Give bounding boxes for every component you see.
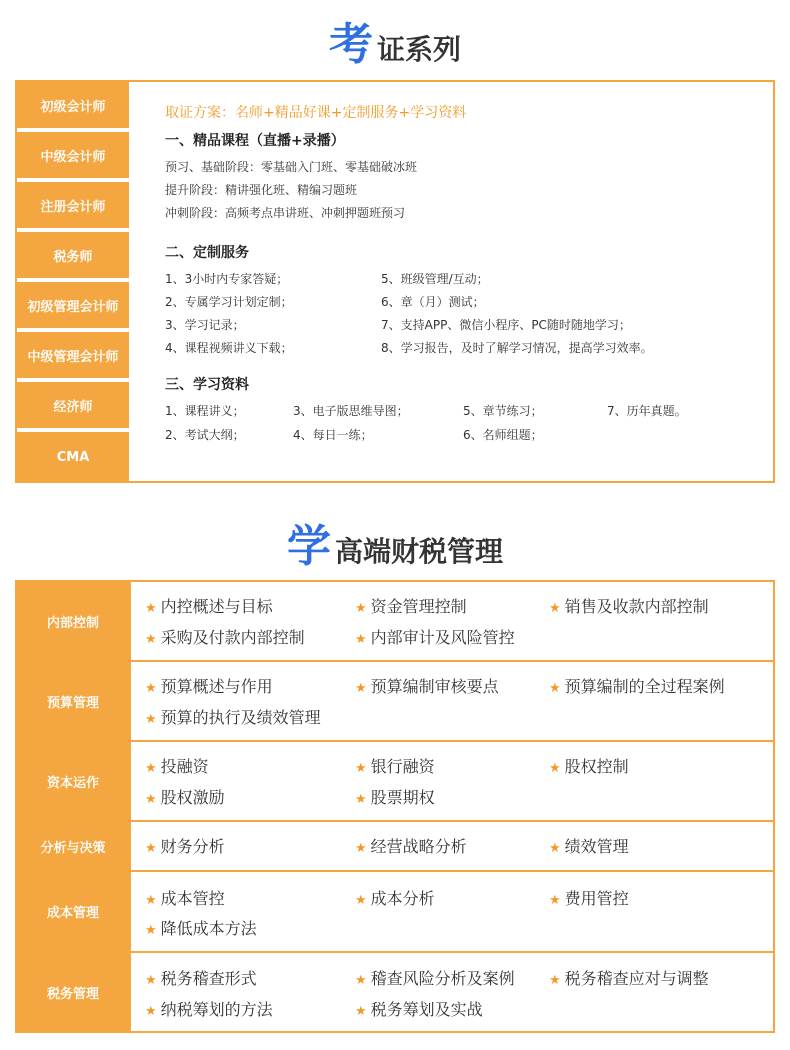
topic-item[interactable]: ★ 成本分析 (355, 889, 435, 908)
sidebar-item-intermediate-management-accountant[interactable]: 中级管理会计师 (17, 332, 129, 380)
star-icon: ★ (145, 761, 157, 776)
topic-item[interactable]: ★ 投融资 (145, 757, 209, 776)
section-title-finance-tax (0, 510, 790, 574)
topic-item[interactable]: ★ 内部审计及风险管控 (355, 628, 515, 647)
sidebar-item-junior-management-accountant[interactable]: 初级管理会计师 (17, 282, 129, 330)
table-row-budget (17, 662, 773, 742)
sidebar-item-junior-accountant[interactable]: 初级会计师 (17, 82, 129, 130)
row-label: 成本管理 (17, 872, 129, 951)
topic-item[interactable]: ★ 预算编制的全过程案例 (549, 677, 725, 696)
sidebar-item-intermediate-accountant[interactable]: 中级会计师 (17, 132, 129, 180)
material-item: 3、电子版思维导图； (293, 404, 409, 418)
topic-item[interactable]: ★ 股权激励 (145, 788, 225, 807)
topic-item[interactable]: ★ 销售及收款内部控制 (549, 597, 709, 616)
row-divider (129, 742, 131, 820)
row-label: 预算管理 (17, 662, 129, 740)
sidebar-item-cma[interactable]: CMA (17, 432, 129, 483)
service-item: 8、学习报告，及时了解学习情况，提高学习效率。 (381, 341, 653, 355)
certification-panel (15, 80, 775, 483)
row-divider (129, 582, 131, 660)
topic-item[interactable]: ★ 预算概述与作用 (145, 677, 273, 696)
table-row-tax (17, 953, 773, 1031)
sidebar-item-cpa[interactable]: 注册会计师 (17, 182, 129, 230)
star-icon: ★ (145, 973, 157, 988)
service-item: 2、专属学习计划定制； (165, 295, 293, 309)
material-item: 6、名师组题； (463, 428, 543, 442)
topic-item[interactable]: ★ 绩效管理 (549, 837, 629, 856)
star-icon: ★ (549, 601, 561, 616)
row-label: 资本运作 (17, 742, 129, 820)
topic-item[interactable]: ★ 银行融资 (355, 757, 435, 776)
title-text: 高端财税管理 (334, 535, 503, 568)
star-icon: ★ (355, 761, 367, 776)
topic-item[interactable]: ★ 经营战略分析 (355, 837, 467, 856)
star-icon: ★ (355, 681, 367, 696)
row-divider (129, 822, 131, 870)
title-text: 证系列 (376, 33, 461, 66)
topic-item[interactable]: ★ 纳税筹划的方法 (145, 1000, 273, 1019)
topic-item[interactable]: ★ 内控概述与目标 (145, 597, 273, 616)
material-item: 4、每日一练； (293, 428, 373, 442)
star-icon: ★ (145, 681, 157, 696)
topic-item[interactable]: ★ 预算的执行及绩效管理 (145, 708, 321, 727)
star-icon: ★ (145, 792, 157, 807)
service-item: 7、支持APP、微信小程序、PC随时随地学习； (381, 318, 631, 332)
star-icon: ★ (355, 841, 367, 856)
star-icon: ★ (549, 841, 561, 856)
topic-item[interactable]: ★ 成本管控 (145, 889, 225, 908)
star-icon: ★ (355, 792, 367, 807)
row-divider (129, 662, 131, 740)
topic-item[interactable]: ★ 降低成本方法 (145, 919, 257, 938)
topic-item[interactable]: ★ 采购及付款内部控制 (145, 628, 305, 647)
certification-sidebar (17, 82, 129, 481)
star-icon: ★ (355, 973, 367, 988)
sidebar-item-tax-agent[interactable]: 税务师 (17, 232, 129, 280)
topic-item[interactable]: ★ 税务筹划及实战 (355, 1000, 483, 1019)
topic-item[interactable]: ★ 税务稽查形式 (145, 969, 257, 988)
service-item: 4、课程视频讲义下载； (165, 341, 293, 355)
star-icon: ★ (549, 973, 561, 988)
table-row-cost (17, 872, 773, 953)
finance-tax-table (15, 580, 775, 1033)
course-line: 冲刺阶段：高频考点串讲班、冲刺押题班预习 (165, 206, 406, 220)
topic-item[interactable]: ★ 税务稽查应对与调整 (549, 969, 709, 988)
star-icon: ★ (355, 632, 367, 647)
topic-item[interactable]: ★ 财务分析 (145, 837, 225, 856)
material-item: 2、考试大纲； (165, 428, 245, 442)
service-item: 6、章（月）测试； (381, 295, 485, 309)
row-divider (129, 872, 131, 951)
star-icon: ★ (145, 923, 157, 938)
service-item: 3、学习记录； (165, 318, 245, 332)
table-row-internal-control (17, 582, 773, 662)
heading-materials: 三、学习资料 (165, 377, 249, 393)
service-item: 1、3小时内专家答疑； (165, 272, 289, 286)
heading-services: 二、定制服务 (165, 245, 249, 261)
row-label: 内部控制 (17, 582, 129, 660)
star-icon: ★ (549, 761, 561, 776)
topic-item[interactable]: ★ 稽查风险分析及案例 (355, 969, 515, 988)
star-icon: ★ (145, 893, 157, 908)
star-icon: ★ (145, 601, 157, 616)
row-divider (129, 953, 131, 1031)
section-title-certification (0, 8, 790, 72)
star-icon: ★ (549, 893, 561, 908)
table-row-capital (17, 742, 773, 822)
sidebar-item-economist[interactable]: 经济师 (17, 382, 129, 430)
star-icon: ★ (355, 601, 367, 616)
star-icon: ★ (355, 1004, 367, 1019)
star-icon: ★ (145, 841, 157, 856)
heading-courses: 一、精品课程（直播+录播） (165, 133, 345, 149)
material-item: 5、章节练习； (463, 404, 543, 418)
star-icon: ★ (355, 893, 367, 908)
topic-item[interactable]: ★ 股权控制 (549, 757, 629, 776)
course-line: 预习、基础阶段：零基础入门班、零基础破冰班 (165, 160, 418, 174)
service-item: 5、班级管理/互动； (381, 272, 489, 286)
title-big-char: 考 (328, 19, 373, 70)
topic-item[interactable]: ★ 预算编制审核要点 (355, 677, 499, 696)
material-item: 7、历年真题。 (607, 404, 687, 418)
star-icon: ★ (145, 1004, 157, 1019)
row-label: 税务管理 (17, 953, 129, 1031)
topic-item[interactable]: ★ 费用管控 (549, 889, 629, 908)
star-icon: ★ (145, 712, 157, 727)
plan-summary: 取证方案：名师+精品好课+定制服务+学习资料 (165, 105, 467, 121)
material-item: 1、课程讲义； (165, 404, 245, 418)
star-icon: ★ (145, 632, 157, 647)
table-row-analysis (17, 822, 773, 872)
topic-item[interactable]: ★ 资金管理控制 (355, 597, 467, 616)
course-line: 提升阶段：精讲强化班、精编习题班 (165, 183, 358, 197)
star-icon: ★ (549, 681, 561, 696)
row-label: 分析与决策 (17, 822, 129, 870)
topic-item[interactable]: ★ 股票期权 (355, 788, 435, 807)
title-big-char: 学 (286, 521, 331, 572)
